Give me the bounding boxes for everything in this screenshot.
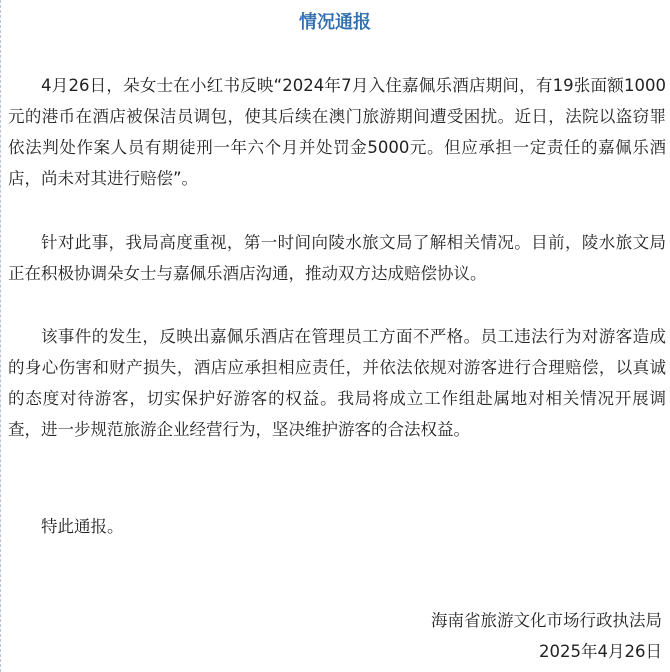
issuer-signature: 海南省旅游文化市场行政执法局 bbox=[431, 611, 662, 630]
paragraph-2: 针对此事，我局高度重视，第一时间向陵水旅文局了解相关情况。目前，陵水旅文局正在积极协调朵女士与嘉佩乐酒店沟通，推动双方达成赔偿协议。 bbox=[8, 233, 666, 283]
paragraph-1: 4月26日，朵女士在小红书反映“2024年7月入住嘉佩乐酒店期间，有19张面额1000元的港币在酒店被保洁员调包，使其后续在澳门旅游期间遭受困扰。近日，法院以盗窃罪依法判处作案人员有期徒刑一年六个月并处罚金5000元。但应承担一定责任的嘉佩乐酒店，尚未对其进行赔偿”。 bbox=[8, 76, 666, 188]
paragraph-3: 该事件的发生，反映出嘉佩乐酒店在管理员工方面不严格。员工违法行为对游客造成的身心伤害和财产损失，酒店应承担相应责任，并依法依规对游客进行合理赔偿，以真诚的态度对待游客，切实保护好游客的权益。我局将成立工作组赴属地对相关情况开展调查，进一步规范旅游企业经营行为，坚决维护游客的合法权益。 bbox=[8, 327, 666, 439]
document-title: 情况通报 bbox=[299, 12, 371, 33]
paragraph-closing: 特此通报。 bbox=[41, 517, 124, 536]
issue-date: 2025年4月26日 bbox=[539, 642, 662, 661]
